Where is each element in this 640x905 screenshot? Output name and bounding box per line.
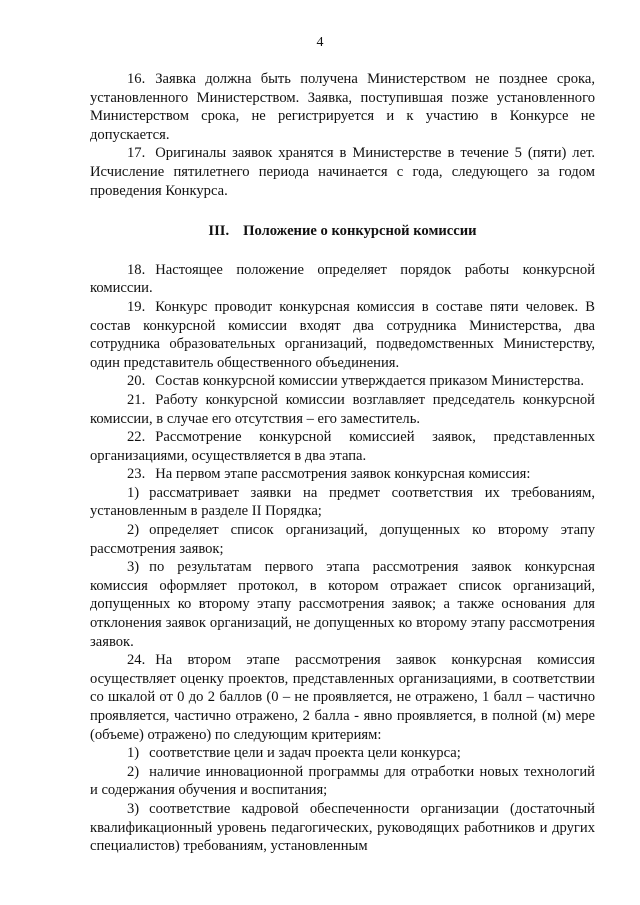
list-item-number: 3) <box>127 559 140 576</box>
paragraph-number: 17. <box>127 145 146 162</box>
list-item-23-3 <box>90 558 595 651</box>
list-item-text: по результатам первого этапа рассмотрения заявок конкурсная комиссия оформляет протокол, в котором отражает список организаций, допущенных ко второму этапу рассмотрения заявок; а также основания для отклонения заявок организаций, не допущенных ко второму этапу рассмотрения заявок. <box>90 559 595 650</box>
paragraph-text: Рассмотрение конкурсной комиссией заявок, представленных организациями, осуществляется в два этапа. <box>90 429 595 464</box>
list-item-24-2 <box>90 763 595 800</box>
list-item-text: соответствие кадровой обеспеченности организации (достаточный квалификационный уровень педагогических, руководящих работников и других специалистов) требованиям, установленным <box>90 800 595 855</box>
paragraph-number: 16. <box>127 71 146 87</box>
paragraph-number: 23. <box>127 466 146 483</box>
paragraph-17 <box>90 144 595 200</box>
paragraph-text: Заявка должна быть получена Министерством не позднее срока, установленного Министерством. Заявка, поступившая позже установленного Министерством срока, не регистрируется и к участию в Конкурсе не допускается. <box>90 71 595 143</box>
paragraph-20 <box>90 372 595 391</box>
list-item-number: 2) <box>127 763 140 780</box>
paragraph-text: На первом этапе рассмотрения заявок конкурсная комиссия: <box>155 466 531 483</box>
paragraph-24 <box>90 651 595 744</box>
list-item-text: определяет список организаций, допущенных ко второму этапу рассмотрения заявок; <box>90 522 595 557</box>
paragraph-number: 24. <box>127 652 146 669</box>
paragraph-text: На втором этапе рассмотрения заявок конкурсная комиссия осуществляет оценку проектов, представленных организациями, в соответствии со шкалой от 0 до 2 баллов (0 – не проявляется, не отражено, 1 балл – частично проявляется, частично отражено, 2 балла - явно проявляется, в полной (м) мере (объеме) отражено) по следующим критериям: <box>90 652 595 743</box>
paragraph-22 <box>90 428 595 465</box>
list-item-23-1 <box>90 484 595 521</box>
paragraph-21 <box>90 391 595 428</box>
paragraph-text: Оригиналы заявок хранятся в Министерстве в течение 5 (пяти) лет. Исчисление пятилетнего периода начинается с года, следующего за годом проведения Конкурса. <box>90 145 595 199</box>
paragraph-text: Конкурс проводит конкурсная комиссия в составе пяти человек. В состав конкурсной комиссии входят два сотрудника Министерства, два сотрудника образовательных организаций, подведомственных Министерству, один представитель общественного объединения. <box>90 298 595 371</box>
paragraph-text: Настоящее положение определяет порядок работы конкурсной комиссии. <box>90 261 595 297</box>
list-item-24-1 <box>90 744 595 763</box>
paragraph-number: 22. <box>127 429 146 446</box>
paragraph-19 <box>90 298 595 372</box>
list-item-number: 1) <box>127 745 140 762</box>
list-item-text: соответствие цели и задач проекта цели конкурса; <box>149 745 461 762</box>
paragraph-16 <box>90 70 595 144</box>
list-item-24-3 <box>90 800 595 856</box>
section-number: III. <box>208 223 230 240</box>
document-body <box>90 70 595 856</box>
list-item-number: 3) <box>127 800 140 817</box>
list-item-number: 1) <box>127 484 140 501</box>
list-item-text: рассматривает заявки на предмет соответствия их требованиям, установленным в разделе II Порядка; <box>90 484 595 520</box>
list-item-number: 2) <box>127 522 140 539</box>
paragraph-23 <box>90 465 595 484</box>
paragraph-text: Работу конкурсной комиссии возглавляет председатель конкурсной комиссии, в случае его отсутствия – его заместитель. <box>90 391 595 427</box>
list-item-23-2 <box>90 521 595 558</box>
list-item-text: наличие инновационной программы для отработки новых технологий и содержания обучения и воспитания; <box>90 763 595 799</box>
paragraph-number: 20. <box>127 373 146 390</box>
paragraph-18 <box>90 261 595 298</box>
section-heading <box>90 222 595 241</box>
paragraph-text: Состав конкурсной комиссии утверждается приказом Министерства. <box>155 373 584 390</box>
paragraph-number: 19. <box>127 298 146 315</box>
paragraph-number: 18. <box>127 261 146 278</box>
section-title: Положение о конкурсной комиссии <box>243 223 477 240</box>
paragraph-number: 21. <box>127 391 146 408</box>
page-number: 4 <box>316 35 324 50</box>
